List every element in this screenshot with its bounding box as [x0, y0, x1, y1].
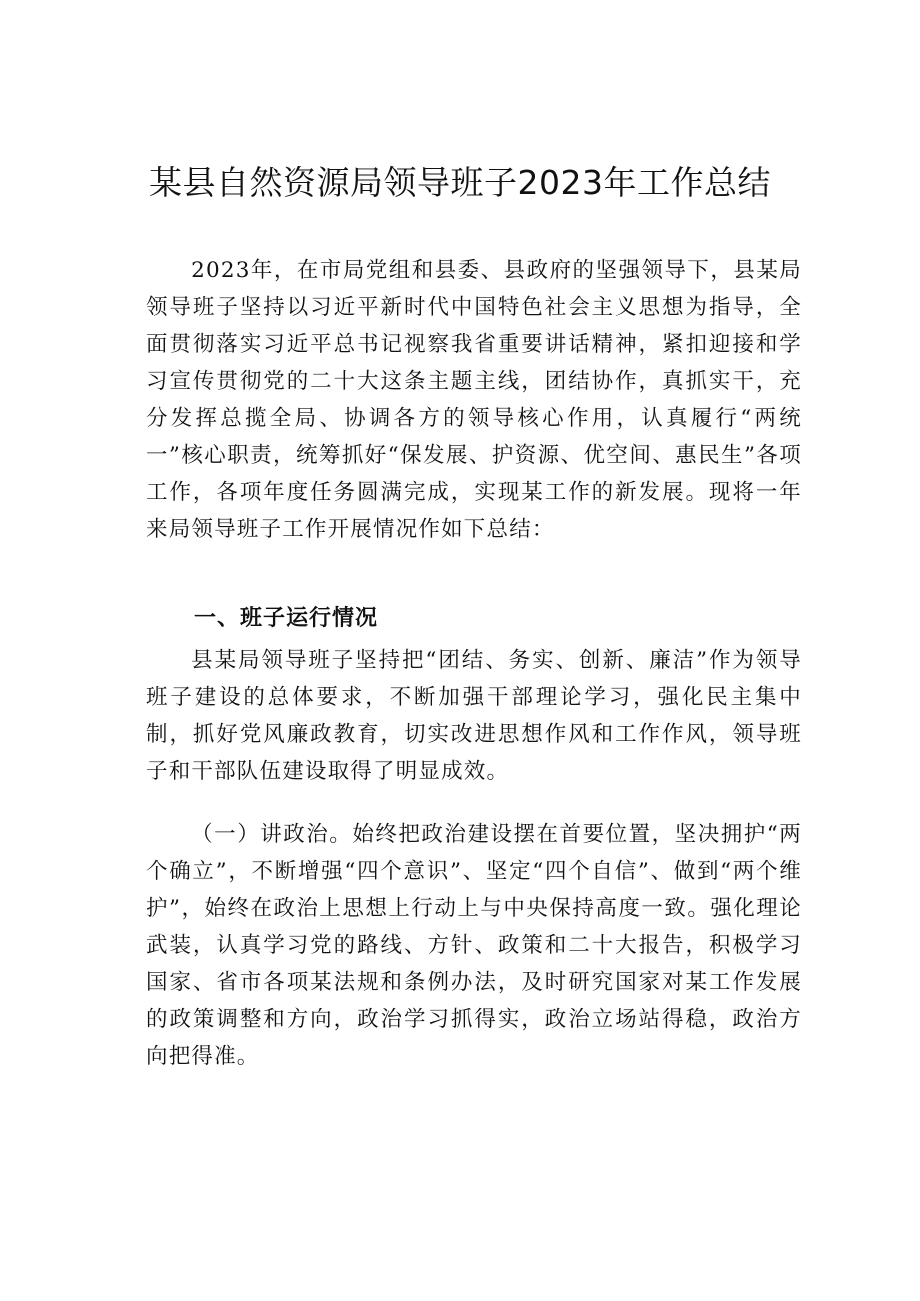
section-body-block: [146, 642, 802, 790]
subsection-paragraph-politics: （一）讲政治。始终把政治建设摆在首要位置，坚决拥护“两个确立”，不断增强“四个意识”、坚定“四个自信”、做到“两个维护”，始终在政治上思想上行动上与中央保持高度一致。强化理论武装，认真学习党的路线、方针、政策和二十大报告，积极学习国家、省市各项某法规和条例办法，及时研究国家对某工作发展的政策调整和方向，政治学习抓得实，政治立场站得稳，政治方向把得准。: [146, 822, 802, 1069]
intro-block: [146, 252, 802, 548]
section-paragraph: 县某局领导班子坚持把“团结、务实、创新、廉洁”作为领导班子建设的总体要求，不断加强干部理论学习，强化民主集中制，抓好党风廉政教育，切实改进思想作风和工作作风，领导班子和干部队伍建设取得了明显成效。: [146, 648, 802, 784]
intro-paragraph: 2023年，在市局党组和县委、县政府的坚强领导下，县某局领导班子坚持以习近平新时代中国特色社会主义思想为指导，全面贯彻落实习近平总书记视察我省重要讲话精神，紧扣迎接和学习宣传贯彻党的二十大这条主题主线，团结协作，真抓实干，充分发挥总揽全局、协调各方的领导核心作用，认真履行“两统一”核心职责，统筹抓好“保发展、护资源、优空间、惠民生”各项工作，各项年度任务圆满完成，实现某工作的新发展。现将一年来局领导班子工作开展情况作如下总结：: [146, 258, 802, 542]
document-title: 某县自然资源局领导班子2023年工作总结: [149, 163, 771, 202]
subsection-block: [146, 816, 802, 1075]
section-heading: 一、班子运行情况: [194, 606, 379, 631]
